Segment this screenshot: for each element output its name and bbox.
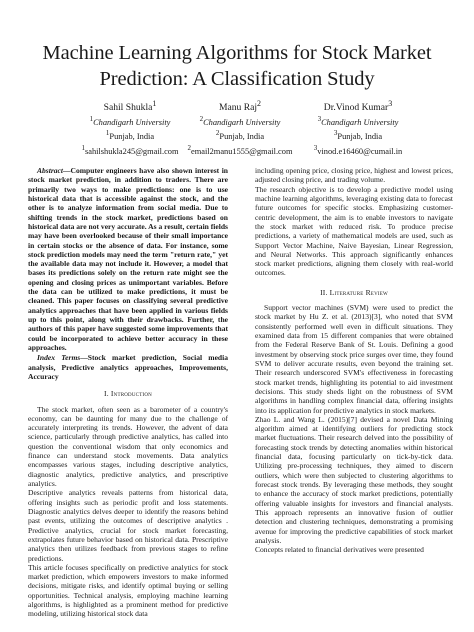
- author-3: [303, 98, 413, 157]
- paragraph: The stock market, often seen as a barometer of a country's economy, can be daunting for many due to the challenge of accurately interpreting its trends. However, the advent of data science, particularly through predictive analytics, has called into question the conventional wisdom that only economics and finance can understand stock movements. Data analytics encompasses various stages, including descriptive analytics, diagnostic analytics, predictive analytics, and prescriptive analytics.: [28, 404, 228, 488]
- paragraph: This article focuses specifically on predictive analytics for stock market prediction, which empowers investors to make informed decisions, mitigate risks, and identify optimal buying or selling opportunities. Technical analysis, employing machine learning algorithms, is highlighted as a prominent method for predictive modeling, utilizing historical stock data: [28, 562, 228, 619]
- location-superscript: 2: [215, 129, 220, 138]
- author-superscript: 1: [152, 99, 157, 108]
- email-superscript: 2: [187, 143, 192, 152]
- location-superscript: 1: [105, 129, 110, 138]
- author-superscript: 3: [388, 99, 393, 108]
- paper-title: Machine Learning Algorithms for Stock Market Prediction: A Classification Study: [42, 42, 432, 90]
- author-location: Punjab, India: [219, 132, 265, 142]
- paragraph: Zhao L. and Wang L. (2015)[7] devised a novel Data Mining algorithm aimed at identifying outliers for predicting stock market fluctuations. Their research delved into the possibility of forecasting stock trends by detecting anomalies within historical financial data, focusing particularly on tick-by-tick data. Utilizing pre-processing techniques, they aimed to discern outliers, which were then subjected to clustering algorithms to forecast stock trends. By leveraging these methods, they sought to enhance the accuracy of stock market predictions, potentially offering valuable insights for investors and financial analysts. This approach represents an innovative fusion of outlier detection and clustering techniques, demonstrating a promising avenue for improving the predictive capabilities of stock market analysis.: [255, 414, 453, 545]
- paragraph: Descriptive analytics reveals patterns from historical data, offering insights such as periodic profit and loss statements. Diagnostic analytics delves deeper to identify the reasons behind past events, utilizing the outcomes of descriptive analytics . Predictive analytics, crucial for stock market forecasting, extrapolates future behavior based on historical data. Prescriptive analytics then utilizes feedback from previous stages to refine predictions.: [28, 488, 228, 563]
- author-name: Manu Raj: [218, 102, 258, 114]
- author-affiliation: Chandigarh University: [93, 117, 171, 127]
- affiliation-superscript: 3: [317, 115, 322, 124]
- author-location: Punjab, India: [337, 132, 383, 142]
- affiliation-superscript: 2: [199, 115, 204, 124]
- author-location: Punjab, India: [109, 132, 155, 142]
- author-email: email2manu1555@gmail.com: [191, 146, 293, 156]
- right-column: [255, 166, 453, 555]
- location-superscript: 3: [333, 129, 338, 138]
- abstract: Abstract—Computer engineers have also shown interest in stock market prediction, in addition to traders. There are primarily two ways to make predictions: one is to use historical data that is accessible against the stock, and the other is to analyze information from social media. Due to shifting trends in the stock market, predictions based on historical data are not very accurate. As a result, certain fields may have been overlooked because of their small importance in certain stocks or the absence of data. For instance, some stock prediction models may need the term "return rate," yet the available data may not include it. However, a model that bases its predictions solely on the return rate might see the opening and closing prices as unimportant variables. Before the data can be utilized to make predictions, it must be cleaned. This paper focuses on classifying several predictive analytics approaches that have been applied in various fields up to this point, along with their drawbacks. Further, the authors of this paper have suggested some improvements that could be incorporated to achieve better accuracy in these approaches.: [28, 166, 228, 352]
- author-1: [80, 98, 180, 157]
- section-heading-introduction: I. Introduction: [104, 389, 152, 399]
- email-superscript: 1: [81, 143, 85, 152]
- author-name: Dr.Vinod Kumar: [323, 102, 389, 114]
- abstract-text: Computer engineers have also shown interest in stock market prediction, in addition to traders. There are primarily two ways to make predictions: one is to use historical data that is accessible against the stock, and the other is to analyze information from social media. Due to shifting trends in the stock market, predictions based on historical data are not very accurate. As a result, certain fields may have been overlooked because of their small importance in certain stocks or the absence of data. For instance, some stock prediction models may need the term "return rate," yet the available data may not include it. However, a model that bases its predictions solely on the return rate might see the opening and closing prices as unimportant variables. Before the data can be utilized to make predictions, it must be cleaned. This paper focuses on classifying several predictive analytics approaches that have been applied in various fields up to this point, along with their drawbacks. Further, the authors of this paper have suggested some improvements that could be incorporated to achieve better accuracy in these approaches.: [28, 166, 228, 352]
- paragraph: The research objective is to develop a predictive model using machine learning algorithms, leveraging existing data to forecast future outcomes for specific stocks. Emphasizing customer-centric development, the aim is to enable investors to navigate the stock market with reduced risk. To produce precise predictions, a variety of mathematical models are used, such as Support Vector Machine, Naive Bayesian, Linear Regression, and Neural Networks. This approach significantly enhances stock market predictions, aligning them closely with real-world outcomes.: [255, 184, 453, 278]
- author-superscript: 2: [257, 99, 262, 108]
- author-affiliation: Chandigarh University: [321, 117, 399, 127]
- affiliation-superscript: 1: [89, 115, 94, 124]
- paragraph: Support vector machines (SVM) were used to predict the stock market by Hu Z. et al. (2013)[3], who noted that SVM consistently performed well even in difficult situations. They examined data from 15 different companies that were obtained from the Federal Reserve Bank of St. Louis. Defining a good investment by observing stock price surges over time, they found SVM to deliver accurate results, even beyond the training set. Their research underscored SVM's effectiveness in forecasting stock market trends, highlighting its potential to aid investment decisions. This study sheds light on the robustness of SVM algorithms in handling complex financial data, offering insights into its application for predictive analytics in stock markets.: [255, 303, 453, 415]
- paragraph: including opening price, closing price, highest and lowest prices, adjusted closing price, and trading volume.: [255, 166, 453, 185]
- index-terms-text: Stock market prediction, Social media analysis, Predictive analytics approaches, Improvements, Accuracy: [28, 353, 228, 381]
- email-superscript: 3: [313, 143, 318, 152]
- author-block: [20, 98, 454, 156]
- author-email: sahilshukla245@gmail.com: [84, 146, 179, 156]
- abstract-label: Abstract: [37, 166, 63, 175]
- author-2: [185, 98, 295, 157]
- author-affiliation: Chandigarh University: [203, 117, 281, 127]
- index-terms: Index Terms—Stock market prediction, Social media analysis, Predictive analytics approaches, Improvements, Accuracy: [28, 353, 228, 381]
- author-email: vinod.e16460@cumail.in: [317, 146, 403, 156]
- author-name: Sahil Shukla: [103, 102, 153, 114]
- paragraph: Concepts related to financial derivatives were presented: [255, 545, 424, 555]
- index-terms-label: Index Terms: [37, 353, 81, 363]
- left-column: [28, 166, 228, 619]
- section-heading-literature-review: II. Literature Review: [320, 287, 388, 297]
